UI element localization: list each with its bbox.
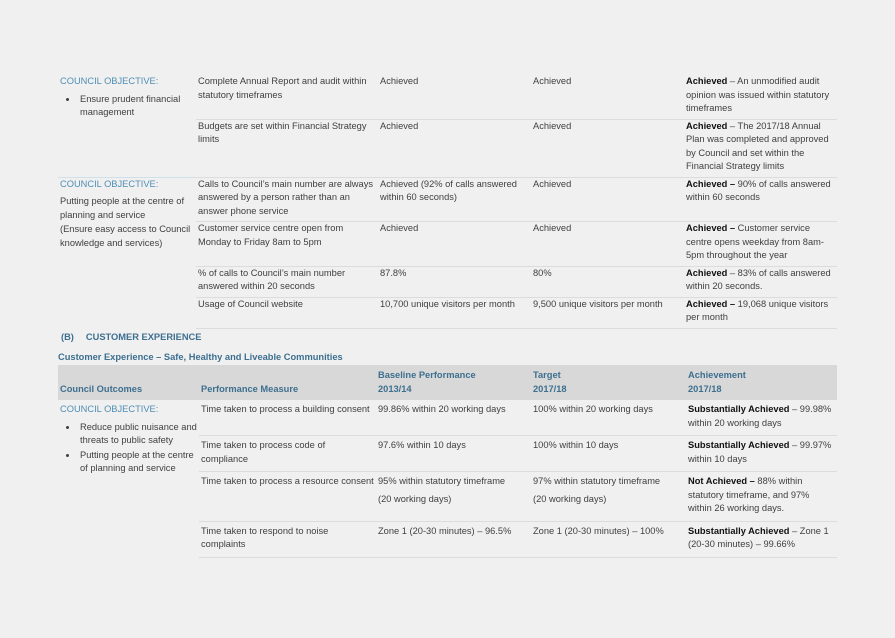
header-measure: Performance Measure <box>201 383 299 394</box>
baseline-cell: Achieved <box>378 119 531 177</box>
achievement-cell <box>686 400 837 436</box>
achievement-status: Substantially Achieved <box>688 440 790 450</box>
header-baseline-line1: Baseline Performance <box>378 370 476 380</box>
achievement-status: Achieved – <box>686 178 736 189</box>
achievement-status: Not Achieved – <box>688 476 755 486</box>
objective-label: COUNCIL OBJECTIVE: <box>60 76 159 86</box>
objective-cell <box>58 177 196 328</box>
measure-cell: Calls to Council’s main number are always answered by a person rather than an answer phone service <box>196 177 378 222</box>
baseline-cell <box>376 472 531 522</box>
objective-cell <box>58 400 199 557</box>
table-header-row <box>58 365 837 400</box>
objective-bullets <box>60 421 197 476</box>
section-title: CUSTOMER EXPERIENCE <box>85 332 202 342</box>
achievement-status: Achieved <box>686 267 728 278</box>
target-line: 97% within statutory timeframe <box>533 476 661 486</box>
achievement-cell <box>686 436 837 472</box>
objective-bullet: • Putting people at the centre of planning and service <box>78 449 197 476</box>
baseline-cell: 10,700 unique visitors per month <box>378 297 531 328</box>
achievement-cell <box>684 222 837 267</box>
measure-cell: Usage of Council website <box>196 297 378 328</box>
table-row <box>58 75 837 119</box>
baseline-line: (20 working days) <box>378 493 452 504</box>
baseline-cell: Achieved (92% of calls answered within 60 seconds) <box>378 177 531 222</box>
objective-bullet: • Ensure prudent financial management <box>78 93 194 120</box>
measure-cell: Time taken to respond to noise complaints <box>199 521 376 557</box>
achievement-status: Substantially Achieved <box>688 404 790 414</box>
baseline-cell: Zone 1 (20-30 minutes) – 96.5% <box>376 521 531 557</box>
achievement-cell <box>686 472 837 522</box>
achievement-cell <box>686 521 837 557</box>
achievement-status: Achieved <box>686 120 728 131</box>
header-target <box>531 365 686 400</box>
header-baseline <box>376 365 531 400</box>
baseline-line: 95% within statutory timeframe <box>378 476 506 486</box>
measure-cell: % of calls to Council’s main number answered within 20 seconds <box>196 266 378 297</box>
achievement-detail: 90% of calls answered within 60 seconds <box>686 178 831 202</box>
measure-cell: Time taken to process code of compliance <box>199 436 376 472</box>
achievement-cell <box>684 266 837 297</box>
objective-bullet: • Reduce public nuisance and threats to public safety <box>78 421 197 448</box>
achievement-detail: – 83% of calls answered within 20 seconds. <box>686 267 831 291</box>
baseline-cell: Achieved <box>378 222 531 267</box>
target-cell: Achieved <box>531 75 684 119</box>
header-target-line2: 2017/18 <box>533 383 567 394</box>
baseline-cell: 87.8% <box>378 266 531 297</box>
achievement-detail: – An unmodified audit opinion was issued within statutory timeframes <box>686 76 830 113</box>
achievement-detail: 19,068 unique visitors per month <box>686 298 829 322</box>
target-cell: Achieved <box>531 177 684 222</box>
header-achievement-line2: 2017/18 <box>688 383 722 394</box>
achievement-cell <box>684 75 837 119</box>
target-cell: 100% within 10 days <box>531 436 686 472</box>
baseline-cell: 99.86% within 20 working days <box>376 400 531 436</box>
table-row <box>58 177 837 222</box>
measure-cell: Time taken to process a resource consent <box>199 472 376 522</box>
measure-cell: Complete Annual Report and audit within statutory timeframes <box>196 75 378 119</box>
target-cell: 9,500 unique visitors per month <box>531 297 684 328</box>
header-achievement <box>686 365 837 400</box>
achievement-cell <box>684 177 837 222</box>
baseline-cell: 97.6% within 10 days <box>376 436 531 472</box>
section-heading <box>61 331 201 345</box>
achievement-status: Substantially Achieved <box>688 525 790 536</box>
baseline-cell: Achieved <box>378 75 531 119</box>
achievement-detail: 88% within statutory timeframe, and 97% within 26 working days. <box>688 476 810 513</box>
achievement-detail: Customer service centre opens weekday from 8am-5pm throughout the year <box>686 223 824 260</box>
target-cell <box>531 472 686 522</box>
achievement-cell <box>684 119 837 177</box>
achievement-status: Achieved – <box>686 298 736 309</box>
target-cell: Achieved <box>531 119 684 177</box>
performance-table-a <box>58 75 837 329</box>
achievement-status: Achieved <box>686 76 728 86</box>
achievement-status: Achieved – <box>686 223 736 233</box>
objective-label: COUNCIL OBJECTIVE: <box>60 178 159 189</box>
achievement-detail: – The 2017/18 Annual Plan was completed and approved by Council and set within the Financial Strategy limits <box>686 120 829 171</box>
section-number: (B) <box>61 332 74 342</box>
measure-cell: Customer service centre open from Monday to Friday 8am to 5pm <box>196 222 378 267</box>
measure-cell: Budgets are set within Financial Strategy limits <box>196 119 378 177</box>
target-cell: Zone 1 (20-30 minutes) – 100% <box>531 521 686 557</box>
measure-cell: Time taken to process a building consent <box>199 400 376 436</box>
objective-bullets <box>60 93 194 120</box>
header-outcomes: Council Outcomes <box>60 383 143 394</box>
achievement-cell <box>684 297 837 328</box>
header-target-line1: Target <box>533 370 561 380</box>
target-cell: 80% <box>531 266 684 297</box>
objective-text: Putting people at the centre of planning and service <box>60 196 185 220</box>
achievement-detail: – 99.98% within 20 working days <box>688 404 832 428</box>
target-cell: Achieved <box>531 222 684 267</box>
header-achievement-line1: Achievement <box>688 370 746 380</box>
table-row <box>58 400 837 436</box>
target-line: (20 working days) <box>533 493 607 504</box>
achievement-detail: – Zone 1 (20-30 minutes) – 99.66% <box>688 525 829 549</box>
section-subtitle: Customer Experience – Safe, Healthy and Liveable Communities <box>58 352 343 362</box>
performance-table-b <box>58 365 837 558</box>
objective-text: (Ensure easy access to Council knowledge and services) <box>60 224 191 248</box>
header-baseline-line2: 2013/14 <box>378 383 412 394</box>
achievement-detail: – 99.97% within 10 days <box>688 440 832 464</box>
objective-cell <box>58 75 196 177</box>
objective-label: COUNCIL OBJECTIVE: <box>60 404 159 414</box>
target-cell: 100% within 20 working days <box>531 400 686 436</box>
